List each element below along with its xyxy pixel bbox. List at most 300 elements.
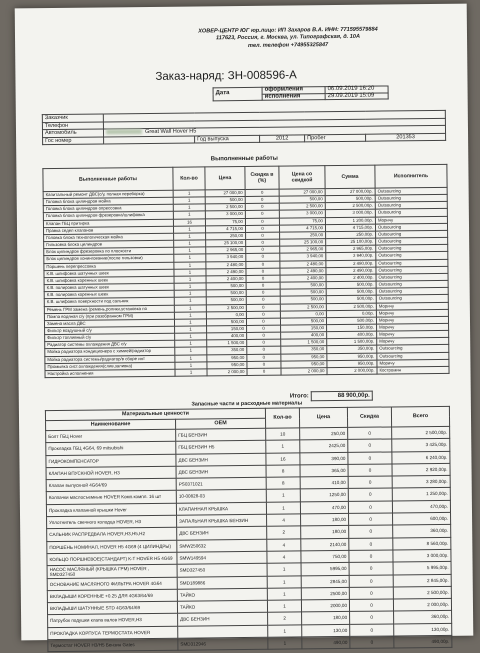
part-qty: 4	[267, 539, 301, 552]
work-executor: Моричу	[377, 323, 449, 331]
part-discount: 0	[349, 587, 393, 600]
work-executor: Outsourcing	[376, 230, 448, 238]
part-name: ВКЛАДЫШИ КОРЕННЫЕ +0.25 ДЛЯ 4G63/64/69	[47, 589, 177, 603]
work-discounted-price: 2 500,00	[279, 203, 325, 211]
work-executor: Outsourcing	[376, 295, 448, 303]
work-executor: Outsourcing	[376, 237, 448, 245]
work-discount: 0	[247, 339, 281, 347]
part-price: 2845,00	[301, 575, 349, 588]
date-created-label: оформления	[262, 87, 325, 94]
phone-label: Телефон	[42, 121, 103, 129]
work-discount: 0	[246, 296, 280, 304]
work-name: К.В. шлифовка коренных шеек	[44, 276, 174, 285]
part-qty: 1	[266, 440, 300, 453]
part-total: 130,00р.	[394, 623, 452, 636]
work-discounted-price: 150,00	[281, 325, 327, 333]
work-qty: 1	[175, 326, 207, 333]
part-discount: 0	[349, 550, 393, 563]
work-sum: 2 965,00р.	[326, 245, 376, 253]
year-value: 2012	[260, 134, 305, 142]
works-section-title: Выполненные работы	[210, 155, 278, 163]
work-name: К.В. шлифовка шатунных шеек	[44, 269, 174, 278]
part-oem: SMW250632	[177, 539, 267, 552]
work-discount: 0	[246, 246, 280, 254]
part-discount: 0	[348, 464, 392, 477]
work-price: 400,00	[207, 333, 247, 341]
date-done-value: 29.09.2019 15:09	[325, 92, 388, 99]
work-discount: 0	[245, 218, 279, 226]
work-discounted-price: 3 940,00	[280, 253, 326, 261]
works-col-qty: Кол-во	[173, 167, 205, 190]
work-qty: 1	[175, 369, 207, 376]
part-total: 2 000,00р.	[393, 598, 451, 611]
part-qty: 2	[268, 612, 302, 625]
work-price: 25 100,00	[206, 240, 246, 248]
work-discount: 0	[245, 189, 279, 197]
part-price: 130,00	[302, 624, 350, 637]
part-total: 490,00р.	[394, 635, 452, 648]
work-qty: 1	[174, 312, 206, 319]
part-discount: 0	[348, 452, 392, 465]
part-name: Патрубок подушки клапа валов HOVER,H3	[48, 614, 178, 628]
parts-table	[45, 406, 453, 653]
work-price: 2 400,00	[206, 275, 246, 283]
part-discount: 0	[350, 636, 394, 649]
work-name: Головка блока технологическая мойка	[44, 233, 174, 242]
part-price: 365,00	[300, 464, 348, 477]
part-name: ПРОКЛАДКА КОРПУСА ТЕРМОСТАТА HOVER	[48, 626, 178, 640]
work-executor: Outsourcing	[376, 288, 448, 296]
part-name: НАСОС МАСЛЯНЫЙ (КРЫШКА ГРМ) HOVER , SMD327450	[47, 564, 177, 578]
company-line-2: 117623, Россия, г. Москва, ул. Типографская, д. 10А	[215, 34, 361, 42]
work-executor: Костромин	[377, 366, 449, 374]
part-total: 2 845,00р.	[393, 574, 451, 587]
part-price: 2000,00	[301, 600, 349, 613]
part-name: КЛАПАН ВПУСКНОЙ HOVER, H3	[46, 466, 176, 480]
part-oem: КЛАПАННАЯ КРЫШКА	[176, 502, 266, 515]
work-executor: Outsourcing	[377, 345, 449, 353]
work-qty: 1	[175, 340, 207, 347]
part-oem: SMD327450	[177, 564, 267, 577]
work-name: Блок цилиндров хонингование(после гильзовки)	[44, 255, 174, 264]
work-discount: 0	[246, 304, 280, 312]
work-executor: Outsourcing	[376, 252, 448, 260]
work-name: Мойка радиатора системы/радиатор/в сборе инт	[45, 355, 175, 364]
part-price: 410,00	[300, 477, 348, 490]
works-total-label: Итого:	[289, 393, 309, 400]
work-discount: 0	[246, 311, 280, 319]
work-sum: 2 490,00р.	[326, 267, 376, 275]
work-name: Правка седел клапанов	[43, 226, 173, 235]
mileage-label: Пробег	[305, 134, 366, 142]
part-price: 490,00	[302, 636, 350, 649]
work-executor: Outsourcing	[375, 195, 447, 203]
part-qty: 1	[268, 625, 302, 638]
part-name: Прокладка клапанной крышки Hover	[46, 503, 176, 517]
part-discount: 0	[349, 562, 393, 575]
work-price: 250,00	[206, 232, 246, 240]
plate-label: Гос номер	[43, 136, 104, 144]
part-oem: SMD189886	[177, 576, 267, 589]
work-discounted-price: 2 500,00	[280, 303, 326, 311]
part-total: 6 240,00р.	[392, 451, 450, 464]
company-line-1: ХОВЕР-ЦЕНТР ЮГ юр.лицо: ИП Захаров В.А. ИНН: 771595579884	[198, 26, 378, 35]
work-qty: 1	[174, 247, 206, 254]
part-oem: SMW149594	[177, 551, 267, 564]
work-price: 2 965,00	[206, 247, 246, 255]
work-price: 500,00	[206, 297, 246, 305]
work-discount: 0	[247, 325, 281, 333]
work-discounted-price: 27 000,00	[279, 189, 325, 197]
customer-table	[42, 110, 446, 145]
part-price: 2425,00	[300, 440, 348, 453]
part-price: 180,00	[302, 612, 350, 625]
part-oem: ГБЦ БЕНЗИН Н5	[176, 441, 266, 454]
work-sum: 950,00р.	[327, 360, 377, 368]
parts-body	[46, 426, 452, 652]
work-name: Клапан ГБЦ притирка	[43, 219, 173, 228]
part-name: Термостат HOVER H3/Н5 Бензин Gates	[48, 638, 178, 652]
work-name: Ремень ГРМ замена (ремень,ролики,установка по	[44, 305, 174, 314]
auto-label: Автомобиль	[42, 129, 103, 137]
part-total: 3 280,00р.	[392, 476, 450, 489]
work-qty: 1	[173, 197, 205, 204]
work-discounted-price: 25 100,00	[280, 239, 326, 247]
work-discount: 0	[246, 254, 280, 262]
work-price: 500,00	[205, 197, 245, 205]
work-executor: Outsourcing	[377, 352, 449, 360]
work-discount: 0	[245, 211, 279, 219]
plate-value	[104, 136, 195, 144]
work-price: 0,00	[206, 311, 246, 319]
part-price: 250,00	[300, 427, 348, 440]
work-price: 2 500,00	[206, 304, 246, 312]
parts-section-title: Запасные части и расходные материалы	[191, 400, 303, 408]
work-qty: 16	[173, 219, 205, 226]
work-discounted-price: 4 715,00	[279, 224, 325, 232]
part-name: Болт ГБЦ Hover	[46, 429, 176, 443]
document-page	[15, 4, 474, 649]
part-discount: 0	[349, 538, 393, 551]
part-discount: 0	[350, 611, 394, 624]
part-price: 2140,00	[301, 538, 349, 551]
part-name: Прокладка ГБЦ 4G64, 69 mitsubishi	[46, 442, 176, 456]
work-sum: 500,00р.	[325, 195, 375, 203]
company-line-3: тел. телефон +74955325847	[248, 41, 329, 49]
work-price: 500,00	[206, 290, 246, 298]
work-executor: Outsourcing	[375, 209, 447, 217]
work-discounted-price: 0,00	[280, 310, 326, 318]
work-executor: Outsourcing	[375, 187, 447, 195]
part-total: 1 250,00р.	[392, 488, 450, 501]
work-discount: 0	[246, 275, 280, 283]
work-sum: 2 500,00р.	[325, 202, 375, 210]
part-total: 2 500,00р.	[392, 426, 450, 439]
work-name: Головка блока цилиндров мойка	[43, 197, 173, 206]
work-discount: 0	[245, 225, 279, 233]
work-sum: 250,00р.	[326, 231, 376, 239]
work-discounted-price: 950,00	[281, 360, 327, 368]
parts-col-discount: Скидка	[347, 407, 391, 427]
customer-label: Заказчик	[42, 114, 103, 122]
part-oem	[178, 625, 268, 638]
work-qty: 1	[174, 254, 206, 261]
work-sum: 25 100,00р.	[326, 238, 376, 246]
work-discount: 0	[246, 318, 280, 326]
part-total: 360,00р.	[393, 525, 451, 538]
redacted-mark	[106, 129, 142, 134]
part-total: 600,00р.	[393, 512, 451, 525]
part-oem: ГБЦ БЕНЗИН	[176, 428, 266, 441]
part-oem: ДВС БЕНЗИН	[176, 453, 266, 466]
work-executor: Моричу	[376, 309, 448, 317]
work-sum: 0,00р.	[326, 310, 376, 318]
work-executor: Моричу	[376, 316, 448, 324]
part-price: 2500,00	[301, 587, 349, 600]
date-done-label: исполнения	[262, 93, 325, 100]
work-sum: 2 480,00р.	[326, 260, 376, 268]
work-qty: 1	[174, 269, 206, 276]
work-name: Замена масла ДВС	[44, 319, 174, 328]
part-discount: 0	[350, 624, 394, 637]
work-price: 500,00	[206, 318, 246, 326]
part-price: 750,00	[301, 550, 349, 563]
work-discount: 0	[246, 232, 280, 240]
work-qty: 1	[173, 211, 205, 218]
work-qty: 1	[173, 226, 205, 233]
work-discount: 0	[247, 361, 281, 369]
work-price: 3 000,00	[205, 211, 245, 219]
work-discounted-price: 950,00	[281, 353, 327, 361]
work-qty: 1	[174, 261, 206, 268]
order-title: Заказ-наряд: ЗН-008596-А	[155, 69, 297, 83]
work-discounted-price: 2 400,00	[280, 275, 326, 283]
work-name: К.В. шлифовка поверхности под сальник	[44, 298, 174, 307]
work-discount: 0	[246, 289, 280, 297]
works-col-discount: Скидка в (%)	[245, 166, 279, 189]
work-discount: 0	[246, 261, 280, 269]
work-discounted-price: 2 000,00	[281, 368, 327, 376]
work-discounted-price: 2 490,00	[280, 267, 326, 275]
work-sum: 150,00р.	[327, 324, 377, 332]
work-name: Капитальный ремонт ДВС(с/у, полная переборка)	[43, 190, 173, 199]
work-price: 950,00	[207, 361, 247, 369]
work-executor: Outsourcing	[376, 280, 448, 288]
work-price: 1 500,00	[207, 340, 247, 348]
work-discount: 0	[247, 332, 281, 340]
dates-table	[213, 85, 389, 101]
work-name: Головка блока цилиндров фрезеровка/шлифовка	[43, 212, 173, 221]
part-qty: 4	[267, 514, 301, 527]
work-qty: 1	[175, 354, 207, 361]
work-sum: 500,00р.	[326, 295, 376, 303]
work-price: 2 480,00	[206, 261, 246, 269]
work-executor: Моричу	[377, 330, 449, 338]
part-qty: 1	[267, 575, 301, 588]
parts-col-price: Цена	[299, 407, 347, 428]
part-name: ОСНОВАНИЕ МАСЛЯНОГО ФИЛЬТРА HOVER 4G64	[47, 577, 177, 591]
work-sum: 500,00р.	[326, 281, 376, 289]
work-discount: 0	[246, 282, 280, 290]
work-price: 150,00	[207, 325, 247, 333]
part-qty: 10	[266, 428, 300, 441]
part-discount: 0	[349, 513, 393, 526]
part-oem: ДВС БЕНЗИН	[176, 465, 266, 478]
work-sum: 1 200,00р.	[325, 217, 375, 225]
work-price: 2 500,00	[205, 204, 245, 212]
part-total: 2 500,00р.	[393, 586, 451, 599]
work-discounted-price: 250,00	[280, 232, 326, 240]
work-discounted-price: 400,00	[281, 332, 327, 340]
part-oem: 10-00828-03	[176, 490, 266, 503]
date-created-value: 06.09.2019 16:20	[325, 86, 388, 93]
work-discounted-price: 2 480,00	[280, 260, 326, 268]
work-qty: 1	[173, 204, 205, 211]
work-price: 3 940,00	[206, 254, 246, 262]
part-total: 5 995,00р.	[393, 562, 451, 575]
work-discounted-price: 75,00	[279, 217, 325, 225]
part-qty: 1	[268, 637, 302, 650]
work-price: 2 000,00	[207, 368, 247, 376]
part-price: 1250,00	[300, 489, 348, 502]
work-qty: 1	[174, 290, 206, 297]
work-discount: 0	[246, 239, 280, 247]
work-discount: 0	[245, 203, 279, 211]
work-sum: 4 715,00р.	[325, 224, 375, 232]
work-qty: 1	[174, 319, 206, 326]
parts-col-name: Наименование	[46, 419, 176, 430]
company-header	[133, 26, 443, 51]
parts-col-qty: Кол-во	[265, 408, 299, 428]
work-discount: 0	[247, 354, 281, 362]
part-oem: ЗАПАЛЬНАЯ КРЫШКА БЕНЗИН	[177, 514, 267, 527]
work-price: 500,00	[206, 283, 246, 291]
part-discount: 0	[348, 476, 392, 489]
part-price: 470,00	[300, 501, 348, 514]
parts-group-header: Материальные ценности	[45, 408, 265, 420]
work-discounted-price: 1 500,00	[281, 339, 327, 347]
work-price: 350,00	[207, 347, 247, 355]
work-sum: 500,00р.	[326, 288, 376, 296]
work-name: Блок цилиндров фрезеровка по плоскости	[44, 247, 174, 256]
work-sum: 500,00р.	[326, 317, 376, 325]
work-discounted-price: 3 000,00	[279, 210, 325, 218]
part-name: ПОРШЕНЬ НОМИНАЛ, HOVER Н5 4G69 (4 ЦИЛИНДРЫ)	[47, 540, 177, 554]
work-sum: 1 500,00р.	[327, 338, 377, 346]
work-price: 2 490,00	[206, 268, 246, 276]
part-total: 360,00р.	[394, 611, 452, 624]
work-qty: 1	[174, 240, 206, 247]
part-qty: 1	[267, 563, 301, 576]
work-discounted-price: 2 965,00	[280, 246, 326, 254]
work-qty: 1	[174, 276, 206, 283]
work-discounted-price: 500,00	[280, 317, 326, 325]
part-total: 8 560,00р.	[393, 537, 451, 550]
work-name: Промывка сист.охлаждения(слив,заливка)	[45, 362, 175, 371]
part-qty: 8	[266, 465, 300, 478]
work-discount: 0	[247, 347, 281, 355]
works-total-value: 88 900,00р.	[311, 391, 372, 401]
part-oem: ТАЙКО	[177, 600, 267, 613]
work-executor: Outsourcing	[375, 223, 447, 231]
work-qty: 1	[174, 304, 206, 311]
part-name: Клапан выпускной 4G64/69	[46, 478, 176, 492]
work-executor: Моричу	[377, 338, 449, 346]
work-executor: Моричу	[375, 216, 447, 224]
part-qty: 8	[266, 477, 300, 490]
work-name: К.В. полировка шатунных шеек	[44, 283, 174, 292]
work-name: Настройка исполнения	[45, 369, 175, 378]
part-discount: 0	[349, 575, 393, 588]
work-discounted-price: 350,00	[281, 346, 327, 354]
part-qty: 2	[267, 526, 301, 539]
works-table	[42, 164, 449, 378]
work-name: К.В. полировка коренных шеек	[44, 290, 174, 299]
work-sum: 400,00р.	[327, 331, 377, 339]
part-discount: 0	[348, 501, 392, 514]
work-discounted-price: 500,00	[280, 282, 326, 290]
work-name: Поршень перепрессовка	[44, 262, 174, 271]
parts-col-oem: OEM	[176, 418, 266, 429]
works-col-discounted-price: Цена со скидкой	[279, 166, 325, 189]
works-body	[43, 187, 449, 377]
work-name: Радиатор системы охлаждения ДВС с/у	[45, 341, 175, 350]
work-discounted-price: 500,00	[280, 296, 326, 304]
part-qty: 16	[266, 453, 300, 466]
work-name: Помпа водяная с/у (при разобранном ГРМ)	[44, 312, 174, 321]
work-sum: 3 940,00р.	[326, 253, 376, 261]
works-col-executor: Исполнитель	[375, 164, 447, 188]
part-total: 470,00р.	[392, 500, 450, 513]
work-qty: 1	[174, 283, 206, 290]
work-name: Головка блока цилиндров опрессовка	[43, 205, 173, 214]
part-name: ВКЛАДЫШИ ШАТУННЫЕ STD 4G63/64/69	[47, 601, 177, 615]
part-price: 180,00	[301, 513, 349, 526]
work-executor: Outsourcing	[376, 273, 448, 281]
part-discount: 0	[348, 488, 392, 501]
work-executor: Outsourcing	[375, 202, 447, 210]
work-sum: 2 500,00р.	[326, 303, 376, 311]
part-price: 390,00	[300, 452, 348, 465]
part-oem: PS0371021	[176, 477, 266, 490]
part-discount: 0	[349, 599, 393, 612]
work-executor: Outsourcing	[376, 245, 448, 253]
part-qty: 4	[267, 551, 301, 564]
work-sum: 2 400,00р.	[326, 274, 376, 282]
work-price: 950,00	[207, 354, 247, 362]
part-name: САЛЬНИК РАСПРЕДВАЛА HOVER,H3,H5,H2	[47, 528, 177, 542]
parts-col-total: Всего	[391, 406, 449, 427]
part-qty: 1	[266, 502, 300, 515]
work-price: 27 000,00	[205, 189, 245, 197]
part-name: ГИДРОКОМПЕНСАТОР	[46, 454, 176, 468]
part-oem: SMD312946	[178, 637, 268, 650]
year-label: Год выпуска	[195, 135, 260, 143]
work-discount: 0	[247, 368, 281, 376]
work-executor: Outsourcing	[376, 266, 448, 274]
part-qty: 1	[267, 600, 301, 613]
work-name: Гильзовка блока цилиндров	[44, 240, 174, 249]
work-executor: Outsourcing	[376, 259, 448, 267]
dates-label: Дата	[213, 87, 262, 101]
works-col-name: Выполненные работы	[43, 167, 173, 191]
part-qty: 1	[266, 489, 300, 502]
work-qty: 1	[174, 297, 206, 304]
work-discounted-price: 500,00	[280, 289, 326, 297]
works-col-sum: Сумма	[325, 165, 375, 189]
part-name: Колпачки маслосъемные HOVER Комп.компл. 16 шт	[46, 491, 176, 505]
part-price: 180,00	[301, 526, 349, 539]
